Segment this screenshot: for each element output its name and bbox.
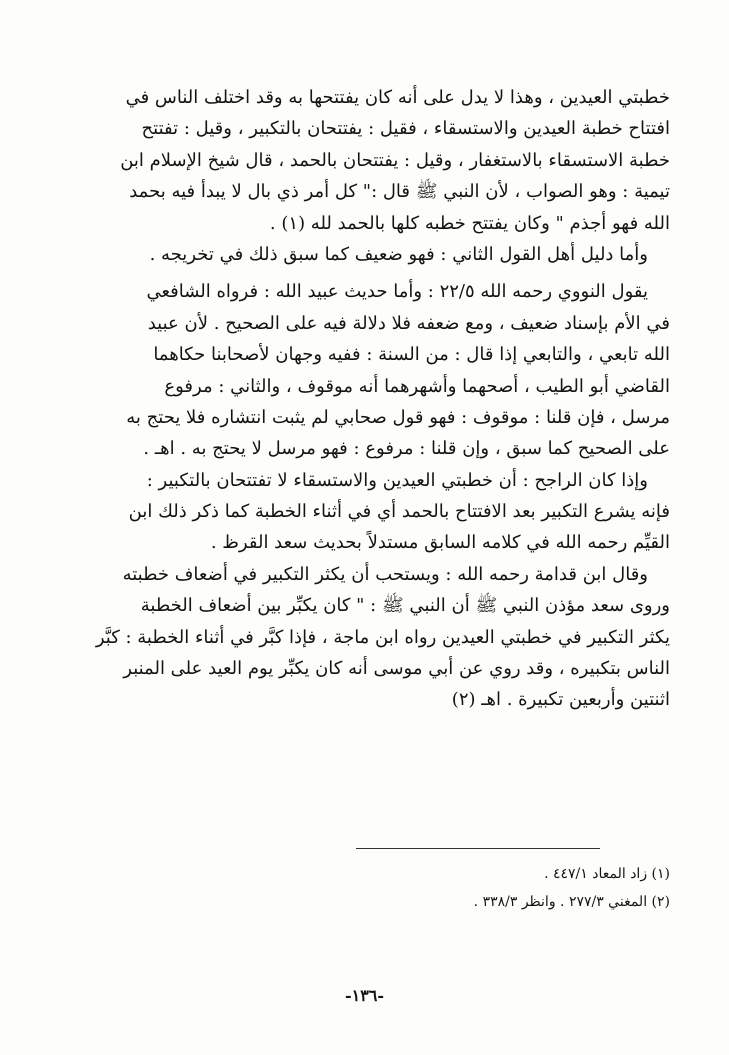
text-line: الله فهو أجذم " وكان يفتتح خطبه كلها بالحمد لله (١) . xyxy=(269,212,670,234)
text-line: الناس بتكبيره ، وقد روي عن أبي موسى أنه كان يكبِّر يوم العيد على المنبر xyxy=(123,658,670,680)
text-line: الله تابعي ، والتابعي إذا قال : من السنة : ففيه وجهان لأصحابنا حكاهما xyxy=(153,344,670,366)
paragraph-1 xyxy=(58,82,670,239)
text-line: افتتاح خطبة العيدين والاستسقاء ، فقيل : يفتتحان بالتكبير ، وقيل : تفتتح xyxy=(141,118,670,140)
text-line: تيمية : وهو الصواب ، لأن النبي ﷺ قال :" كل أمر ذي بال لا يبدأ فيه بحمد xyxy=(129,181,670,203)
footnote-divider xyxy=(356,848,600,849)
footnotes xyxy=(58,860,670,916)
text-line: فإنه يشرع التكبير بعد الافتتاح بالحمد أي في أثناء الخطبة كما ذكر ذلك ابن xyxy=(128,501,670,523)
text-line: في الأم بإسناد ضعيف ، ومع ضعفه فلا دلالة فيه على الصحيح . لأن عبيد xyxy=(147,312,670,334)
text-line: يقول النووي رحمه الله ٢٢/٥ : وأما حديث عبيد الله : فرواه الشافعي xyxy=(146,281,648,303)
text-line: اثنتين وأربعين تكبيرة . اهـ (٢) xyxy=(451,689,670,711)
text-line: القيِّم رحمه الله في كلامه السابق مستدلاً بحديث سعد القرظ . xyxy=(210,532,670,554)
footnote-1: (١) زاد المعاد ٤٤٧/١ . xyxy=(544,866,670,882)
text-line: وإذا كان الراجح : أن خطبتي العيدين والاستسقاء لا تفتتحان بالتكبير : xyxy=(146,469,648,491)
text-line: خطبة الاستسقاء بالاستغفار ، وقيل : يفتتحان بالحمد ، قال شيخ الإسلام ابن xyxy=(120,149,670,171)
text-line: على الصحيح كما سبق ، وإن قلنا : مرفوع : فهو مرسل لا يحتج به . اهـ . xyxy=(143,438,670,460)
text-line: القاضي أبو الطيب ، أصحهما وأشهرهما أنه موقوف ، والثاني : مرفوع xyxy=(164,375,670,397)
text-line: يكثر التكبير في خطبتي العيدين رواه ابن ماجة ، فإذا كبَّر في أثناء الخطبة : كبَّر xyxy=(95,626,670,648)
footnote-2: (٢) المغني ٢٧٧/٣ . وانظر ٣٣٨/٣ . xyxy=(473,894,670,910)
paragraph-4 xyxy=(58,465,670,559)
text-line: وأما دليل أهل القول الثاني : فهو ضعيف كما سبق ذلك في تخريجه . xyxy=(149,243,648,265)
text-line: مرسل ، فإن قلنا : موقوف : فهو قول صحابي لم يثبت انتشاره فلا يحتج به xyxy=(126,406,670,428)
text-line: وروى سعد مؤذن النبي ﷺ أن النبي ﷺ : " كان يكبِّر بين أضعاف الخطبة xyxy=(140,595,670,617)
main-text xyxy=(58,82,670,716)
page-number: -١٣٦- xyxy=(344,986,385,1005)
paragraph-3 xyxy=(58,276,670,464)
text-line: خطبتي العيدين ، وهذا لا يدل على أنه كان يفتتحها به وقد اختلف الناس في xyxy=(125,87,670,108)
paragraph-2 xyxy=(58,239,670,270)
text-line: وقال ابن قدامة رحمه الله : ويستحب أن يكثر التكبير في أضعاف خطبته xyxy=(122,563,648,585)
paragraph-5 xyxy=(58,559,670,716)
